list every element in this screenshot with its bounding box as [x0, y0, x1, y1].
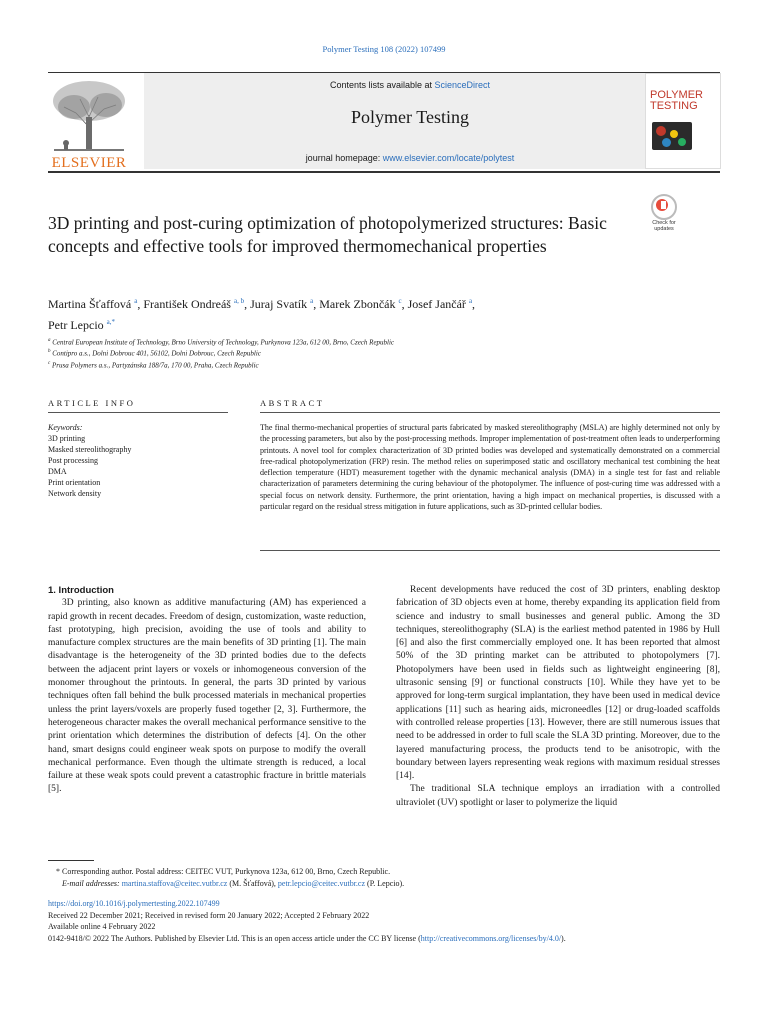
available-online: Available online 4 February 2022 [48, 922, 156, 931]
author-affil-sup[interactable]: a [134, 297, 138, 305]
doi-link[interactable]: https://doi.org/10.1016/j.polymertesting.2022.107499 [48, 899, 220, 908]
footnote [48, 866, 720, 890]
journal-banner [144, 73, 676, 169]
journal-cover[interactable] [645, 73, 721, 169]
journal-title: Polymer Testing [351, 107, 469, 127]
body-paragraph: The traditional SLA technique employs an irradiation with a controlled ultraviolet (UV) spotlight or laser to polymerize the liquid [396, 784, 720, 808]
author-affil-sup[interactable]: a, b [233, 297, 245, 305]
author-list: Martina Šťaffová $^a$, František Ondreáš $^{a, b}$, Juraj Svatík $^a$, Marek Zbončák $^c$, Josef Jančář $^a$, Petr Lepcio $^{a,*}$ [48, 297, 476, 332]
author-affil-sup[interactable]: a,* [106, 318, 116, 326]
license-line [48, 933, 728, 945]
email-label: E-mail addresses: [62, 879, 122, 888]
check-updates-icon [651, 194, 677, 220]
corresponding-author: * Corresponding author. Postal address: CEITEC VUT, Purkynova 123a, 612 00, Brno, Czech Republic. [56, 867, 391, 876]
check-updates-label: Check for updates [652, 220, 676, 232]
cover-title-line-2: TESTING [650, 100, 698, 112]
body-column-right [396, 584, 720, 810]
homepage-line [144, 153, 676, 163]
cover-title [650, 90, 703, 112]
body-paragraph: 3D printing, also known as additive manufacturing (AM) has experienced a rapid growth in recent decades. Freedom of design, customization, waste reduction, fast prototyping, high precision, avoiding the use of tools and ability to manufacture complex structures are the main benefits of 3D printing [1]. The main disadvantage is the heterogeneity of the 3D printed bodies due to the defects between the adjacent print layers or voxels or inhomogeneous conversion of the monomer throughout the printouts. In general, the parts 3D printed by various techniques often fall behind the bulk processed materials in mechanical properties unless the print layers/voxels are properly fused together [2, 3]. Furthermore, the heterogeneous character makes the overall mechanical performance sensitive to the print orientation which determines the distribution of defects [4]. On the other hand, smart designs could engineer weak spots on purpose to modify the overall mechanical performance. Even though the ultimate strength is reduced, a local failure at these weak spots could prevent a catastrophic fracture in brittle materials [5]. [48, 598, 366, 795]
contents-line [144, 80, 676, 90]
abstract-text: The final thermo-mechanical properties of structural parts fabricated by masked stereolithography (MSLA) are highly determined not only by the processing parameters, but also by the post-processing methods. Improper implementation of post-treatment often leads to underperforming printouts. A novel tool for complex characterization of 3D printed bodies was developed and systematically demonstrated on a commercial free-radical photopolymerization (FRP) resin. The method relies on superimposed static and oscillatory mechanical test combining the heat deflection temperature (HDT) measurement together with the dynamic mechanical analysis (DMA) in a single test for fast and reliable characterization of parameters determining the curing behaviour of the photopolymer. The influence of post-curing time was addressed with a special focus on network density. Furthermore, the print orientation, having a high impact on mechanical properties, is discussed with a particular regard on the residual stress mitigation in future applications, such as 3D-printed cellular bodies. [260, 423, 720, 512]
license-text: 0142-9418/© 2022 The Authors. Published by Elsevier Ltd. This is an open access article under the CC BY license ( [48, 933, 421, 943]
author-name[interactable]: František Ondreáš [143, 297, 231, 311]
sciencedirect-link[interactable]: ScienceDirect [434, 80, 491, 90]
keyword: Network density [48, 489, 102, 498]
article-footer [48, 898, 728, 944]
keywords-label: Keywords: [48, 423, 83, 432]
masthead-rule [48, 171, 720, 173]
keyword: Print orientation [48, 478, 101, 487]
section-heading: 1. Introduction [48, 585, 114, 596]
affiliations [48, 336, 688, 370]
body-paragraph: Recent developments have reduced the cost of 3D printers, enabling desktop fabrication of 3D objects even at home, thereby expanding its application field from science and industry to small businesses and general public. Among the 3D techniques, stereolithography (SLA) is the earliest method patented in 1986 by Hull [6] and also the first commercially employed one. It has been reported that almost 50% of the 3D printing market can be attributed to photopolymers [7]. Photopolymers have been used in fields such as lightweight engineering [8], ultrasonic sensing [9] or functional constructs [10]. While they have yet to be approved for long-term surgical implantation, they have been used in medical device applications [11] such as hearing aids, microneedles [12] or drug-loaded scaffolds with controlled release properties [13]. However, there are still numerous issues that need to be addressed in order to full scale the SLA 3D printing. Moreover, due to the layered manufacturing process, the products tend to be anisotropic, with the boundary between layers representing weak regions with maximum residual stresses [14]. [396, 585, 720, 782]
abstract-bottom-rule [260, 550, 720, 551]
author-name[interactable]: Juraj Svatík [250, 297, 308, 311]
cover-title-line-1: POLYMER [650, 89, 703, 101]
license-suffix: ). [561, 933, 566, 943]
affiliation-item: $^b$ Contipro a.s., Dolni Dobrouc 401, 56102, Dolni Dobrouc, Czech Republic [48, 349, 261, 358]
keyword: Post processing [48, 456, 98, 465]
abstract-heading: ABSTRACT [260, 398, 325, 408]
author-name[interactable]: Martina Šťaffová [48, 297, 132, 311]
check-for-updates-button[interactable] [650, 194, 678, 230]
body-column-left [48, 584, 366, 797]
running-header[interactable]: Polymer Testing 108 (2022) 107499 [322, 44, 446, 54]
author-affil-sup[interactable]: c [398, 297, 402, 305]
author-affil-sup[interactable]: a [468, 297, 473, 305]
article-title: 3D printing and post-curing optimization of photopolymerized structures: Basic concepts and effective tools for improved thermomechanical properties [48, 213, 607, 256]
homepage-prefix: journal homepage: [305, 153, 383, 163]
author-name[interactable]: Marek Zbončák [319, 297, 396, 311]
tree-icon [48, 77, 130, 153]
homepage-link[interactable]: www.elsevier.com/locate/polytest [382, 153, 515, 163]
keyword: 3D printing [48, 434, 86, 443]
masthead [48, 72, 720, 173]
article-info-rule [48, 412, 228, 413]
email-link[interactable]: martina.staffova@ceitec.vutbr.cz [121, 879, 228, 888]
publisher-name: ELSEVIER [51, 155, 127, 171]
email-owner: (M. Šťaffová), [227, 879, 278, 888]
affiliation-item: $^a$ Central European Institute of Technology, Brno University of Technology, Purkynova 123a, 612 00, Brno, Czech Republic [48, 338, 395, 347]
keyword: DMA [48, 467, 67, 476]
article-info [48, 398, 228, 498]
footnote-rule [48, 860, 94, 861]
received-dates: Received 22 December 2021; Received in revised form 20 January 2022; Accepted 2 February 2022 [48, 910, 370, 920]
keywords-list [48, 422, 131, 499]
author-affil-sup[interactable]: a [310, 297, 314, 305]
cover-image [652, 122, 692, 150]
email-link[interactable]: petr.lepcio@ceitec.vutbr.cz [277, 879, 366, 888]
contents-prefix: Contents lists available at [329, 80, 435, 90]
email-owner: (P. Lepcio). [365, 879, 405, 888]
keyword: Masked stereolithography [48, 445, 132, 454]
author-name[interactable]: Josef Jančář [407, 297, 466, 311]
author-name[interactable]: Petr Lepcio [48, 318, 104, 332]
email-line [48, 878, 720, 890]
article-info-heading: ARTICLE INFO [48, 398, 136, 408]
abstract [260, 398, 720, 512]
elsevier-tree-logo[interactable] [48, 77, 130, 169]
affiliation-item: $^c$ Prusa Polymers a.s., Partyzánska 188/7a, 170 00, Praha, Czech Republic [48, 360, 259, 369]
license-link[interactable]: http://creativecommons.org/licenses/by/4.0/ [420, 933, 562, 943]
abstract-rule [260, 412, 720, 413]
